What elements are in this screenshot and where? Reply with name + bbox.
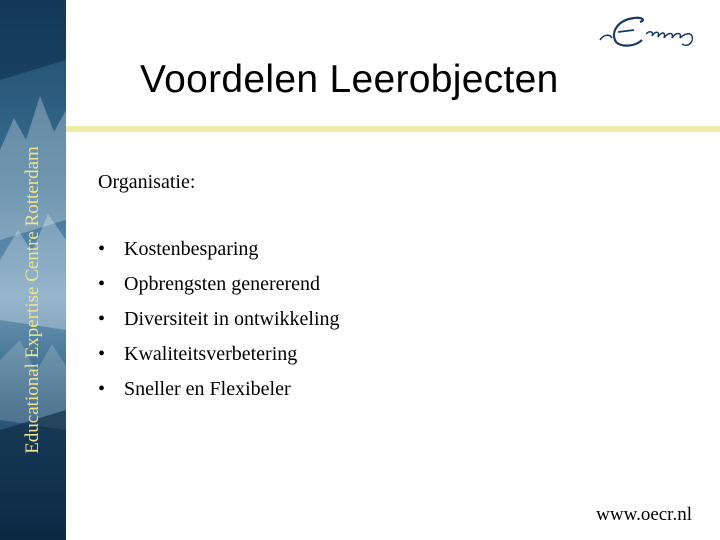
list-item bbox=[98, 339, 340, 374]
bullet-glyph: • bbox=[98, 378, 106, 400]
list-item bbox=[98, 269, 340, 304]
bullet-glyph: • bbox=[98, 343, 106, 365]
section-heading: Organisatie: bbox=[98, 171, 196, 193]
list-item bbox=[98, 304, 340, 339]
bullet-glyph: • bbox=[98, 308, 106, 330]
list-item-label: Diversiteit in ontwikkeling bbox=[124, 308, 340, 330]
list-item-label: Kostenbesparing bbox=[124, 238, 259, 260]
bullet-list bbox=[98, 234, 340, 409]
title-divider bbox=[66, 126, 720, 132]
list-item bbox=[98, 374, 340, 409]
erasmus-signature-logo-icon bbox=[596, 10, 706, 52]
side-band bbox=[0, 0, 66, 540]
bullet-glyph: • bbox=[98, 238, 106, 260]
bullet-glyph: • bbox=[98, 273, 106, 295]
list-item bbox=[98, 234, 340, 269]
list-item-label: Kwaliteitsverbetering bbox=[124, 343, 298, 365]
list-item-label: Sneller en Flexibeler bbox=[124, 378, 291, 400]
slide-title: Voordelen Leerobjecten bbox=[140, 58, 559, 101]
side-band-label: Educational Expertise Centre Rotterdam bbox=[22, 146, 43, 454]
footer-url-link[interactable]: www.oecr.nl bbox=[596, 504, 692, 525]
list-item-label: Opbrengsten genererend bbox=[124, 273, 321, 295]
